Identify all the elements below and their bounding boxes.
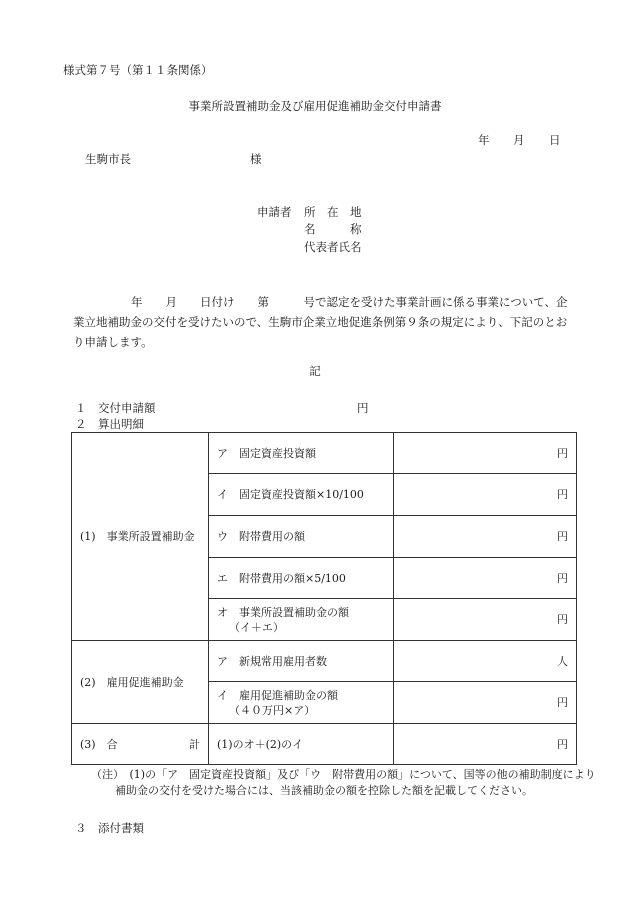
table-row: [72, 641, 577, 682]
table-row: [72, 724, 577, 765]
count-cell: 人: [394, 641, 577, 682]
representative-label: 代表者氏名: [304, 240, 362, 254]
section1-label: １ 交付申請額: [75, 401, 156, 415]
amount-cell: 円: [394, 474, 577, 516]
calculation-table: [71, 432, 577, 765]
item-fixed-asset-10pct: イ 固定資産投資額×10/100: [209, 474, 394, 516]
addressee-honorific: 様: [250, 152, 262, 166]
date-year: 年: [478, 133, 490, 147]
item-establishment-subsidy-amount: [209, 599, 394, 641]
item-fixed-asset-investment: ア 固定資産投資額: [209, 433, 394, 474]
item-line: オ 事業所設置補助金の額: [217, 605, 349, 619]
item-incidental-costs-5pct: エ 附帯費用の額×5/100: [209, 558, 394, 599]
applicant-label: 申請者: [257, 205, 292, 219]
amount-cell: 円: [394, 724, 577, 765]
amount-cell: 円: [394, 599, 577, 641]
item-employment-subsidy-amount: [209, 682, 394, 724]
addressee-name: 生駒市長: [85, 152, 131, 166]
amount-cell: 円: [394, 433, 577, 474]
item-new-regular-employees: ア 新規常用雇用者数: [209, 641, 394, 682]
total-label-b: 計: [189, 737, 200, 751]
application-body-text: 年 月 日付け 第 号で認定を受けた事業計画に係る事業について、企業立地補助金の交付を受けたいので、生駒市企業立地促進条例第９条の規定により、下記のとおり申請します。: [73, 295, 568, 349]
ki-heading: 記: [309, 364, 321, 378]
form-number: 様式第７号（第１１条関係）: [63, 63, 213, 77]
category-total: [72, 724, 209, 765]
amount-cell: 円: [394, 558, 577, 599]
table-row: [72, 433, 577, 474]
date-month: 月: [513, 133, 525, 147]
category-employment-subsidy: (2) 雇用促進補助金: [72, 641, 209, 724]
note-text: （注） (1)の「ア 固定資産投資額」及び「ウ 附帯費用の額」について、国等の他の補助制度により補助金の交付を受けた場合には、当該補助金の額を控除した額を記載してください。: [91, 768, 596, 797]
item-incidental-costs: ウ 附帯費用の額: [209, 516, 394, 558]
item-line: （イ＋エ）: [229, 620, 284, 634]
section1-unit: 円: [357, 401, 369, 415]
date-day: 日: [549, 133, 561, 147]
item-line: イ 雇用促進補助金の額: [217, 688, 338, 702]
amount-cell: 円: [394, 516, 577, 558]
category-establishment-subsidy: (1) 事業所設置補助金: [72, 433, 209, 641]
item-total-formula: (1)のオ＋(2)のイ: [209, 724, 394, 765]
amount-cell: 円: [394, 682, 577, 724]
document-title: 事業所設置補助金及び雇用促進補助金交付申請書: [188, 99, 442, 113]
item-line: （４０万円×ア）: [229, 703, 316, 717]
name-label: 名 称: [304, 222, 362, 236]
section3-label: ３ 添付書類: [75, 821, 144, 835]
section2-label: ２ 算出明細: [75, 417, 144, 431]
address-label: 所 在 地: [304, 205, 362, 219]
total-label-a: (3) 合: [80, 737, 118, 751]
